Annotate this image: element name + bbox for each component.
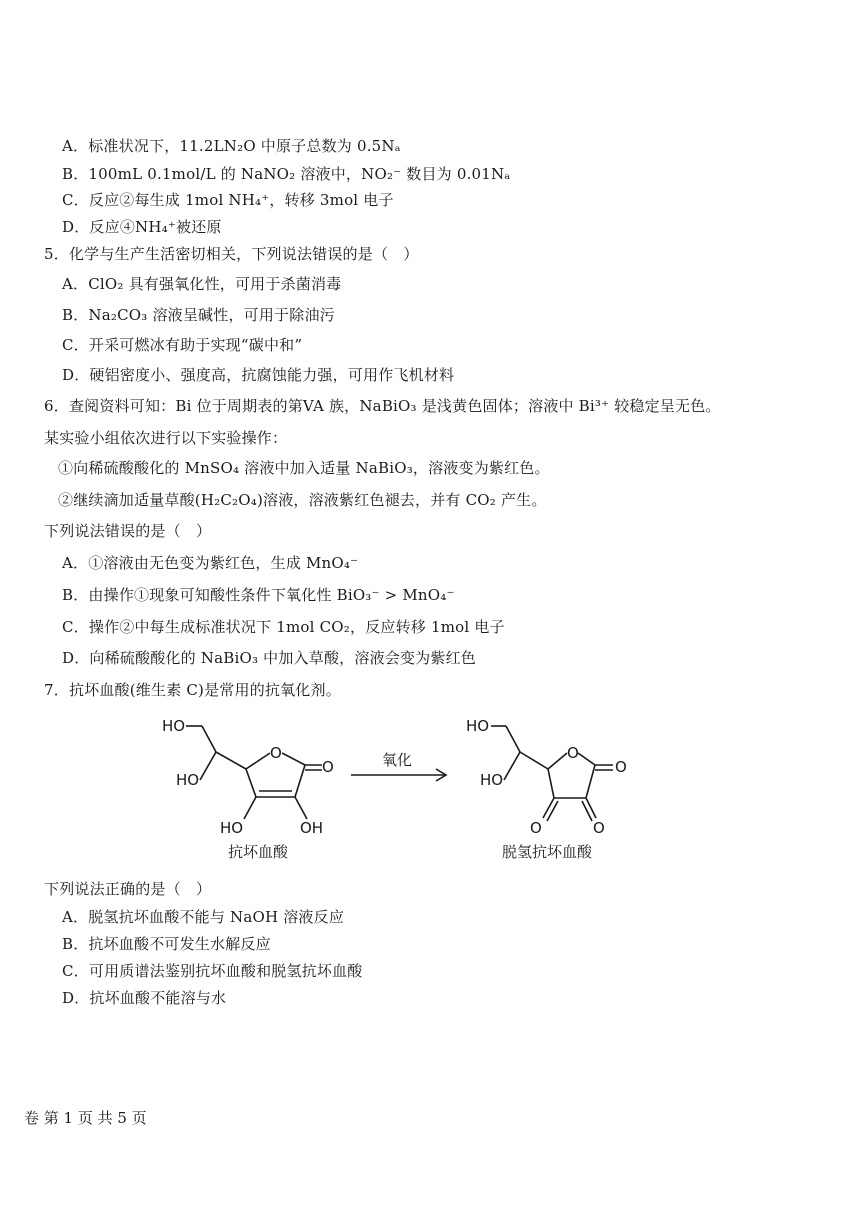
reactant-ring-o: O [270, 744, 282, 762]
q4-option-c: C．反应②每生成 1mol NH₄⁺，转移 3mol 电子 [62, 191, 394, 209]
q4-option-d: D．反应④NH₄⁺被还原 [62, 218, 222, 236]
q5-option-c: C．开采可燃冰有助于实现“碳中和” [62, 336, 303, 354]
product-ring-o: O [567, 744, 579, 762]
q6-option-b: B．由操作①现象可知酸性条件下氧化性 BiO₃⁻ > MnO₄⁻ [62, 586, 455, 604]
q6-intro: 某实验小组依次进行以下实验操作： [44, 429, 288, 447]
q5-option-b: B．Na₂CO₃ 溶液呈碱性，可用于除油污 [62, 306, 335, 324]
reactant-carbonyl-o: O [322, 758, 334, 776]
reaction-scheme [150, 705, 650, 875]
page-footer: 卷 第 1 页 共 5 页 [24, 1109, 147, 1127]
q6-step-2: ②继续滴加适量草酸(H₂C₂O₄)溶液，溶液紫红色褪去，并有 CO₂ 产生。 [58, 491, 547, 509]
q5-option-d: D．硬铝密度小、强度高，抗腐蚀能力强，可用作飞机材料 [62, 366, 455, 384]
q6-option-d: D．向稀硫酸酸化的 NaBiO₃ 中加入草酸，溶液会变为紫红色 [62, 649, 476, 667]
reactant-ho-top: HO [162, 717, 186, 735]
q7-option-b: B．抗坏血酸不可发生水解反应 [62, 935, 271, 953]
q7-option-d: D．抗坏血酸不能溶与水 [62, 989, 227, 1007]
reaction-arrow [351, 769, 446, 781]
reactant-ho-bottom: HO [220, 819, 244, 837]
ascorbic-acid-structure [186, 726, 322, 819]
product-ho-top: HO [466, 717, 490, 735]
product-name: 脱氢抗坏血酸 [502, 843, 593, 861]
dehydroascorbic-acid-structure [491, 726, 613, 821]
q7-ask: 下列说法正确的是（ ） [44, 880, 212, 898]
q6-option-c: C．操作②中每生成标准状况下 1mol CO₂，反应转移 1mol 电子 [62, 618, 505, 636]
q7-option-c: C．可用质谱法鉴别抗坏血酸和脱氢抗坏血酸 [62, 962, 363, 980]
product-ho-mid: HO [480, 771, 504, 789]
q5-stem: 5．化学与生产生活密切相关，下列说法错误的是（ ） [44, 245, 419, 263]
q7-stem: 7．抗坏血酸(维生素 C)是常用的抗氧化剂。 [44, 681, 341, 699]
product-carbonyl-o-right: O [615, 758, 627, 776]
reactant-oh-bottom: OH [300, 819, 324, 837]
reactant-ho-mid: HO [176, 771, 200, 789]
q4-option-a: A．标准状况下，11.2LN₂O 中原子总数为 0.5Nₐ [62, 137, 401, 155]
q5-option-a: A．ClO₂ 具有强氧化性，可用于杀菌消毒 [62, 275, 342, 293]
arrow-label: 氧化 [382, 751, 413, 769]
q6-stem: 6．查阅资料可知：Bi 位于周期表的第VA 族，NaBiO₃ 是浅黄色固体；溶液中 Bi³⁺ 较稳定呈无色。 [44, 397, 721, 415]
q6-ask: 下列说法错误的是（ ） [44, 522, 212, 540]
q6-option-a: A．①溶液由无色变为紫红色，生成 MnO₄⁻ [62, 554, 359, 572]
q4-option-b: B．100mL 0.1mol/L 的 NaNO₂ 溶液中，NO₂⁻ 数目为 0.01Nₐ [62, 165, 511, 183]
product-carbonyl-o-left: O [530, 819, 542, 837]
q7-option-a: A．脱氢抗坏血酸不能与 NaOH 溶液反应 [62, 908, 345, 926]
q6-step-1: ①向稀硫酸酸化的 MnSO₄ 溶液中加入适量 NaBiO₃，溶液变为紫红色。 [58, 459, 550, 477]
product-carbonyl-o-bottom: O [593, 819, 605, 837]
reactant-name: 抗坏血酸 [228, 843, 289, 861]
